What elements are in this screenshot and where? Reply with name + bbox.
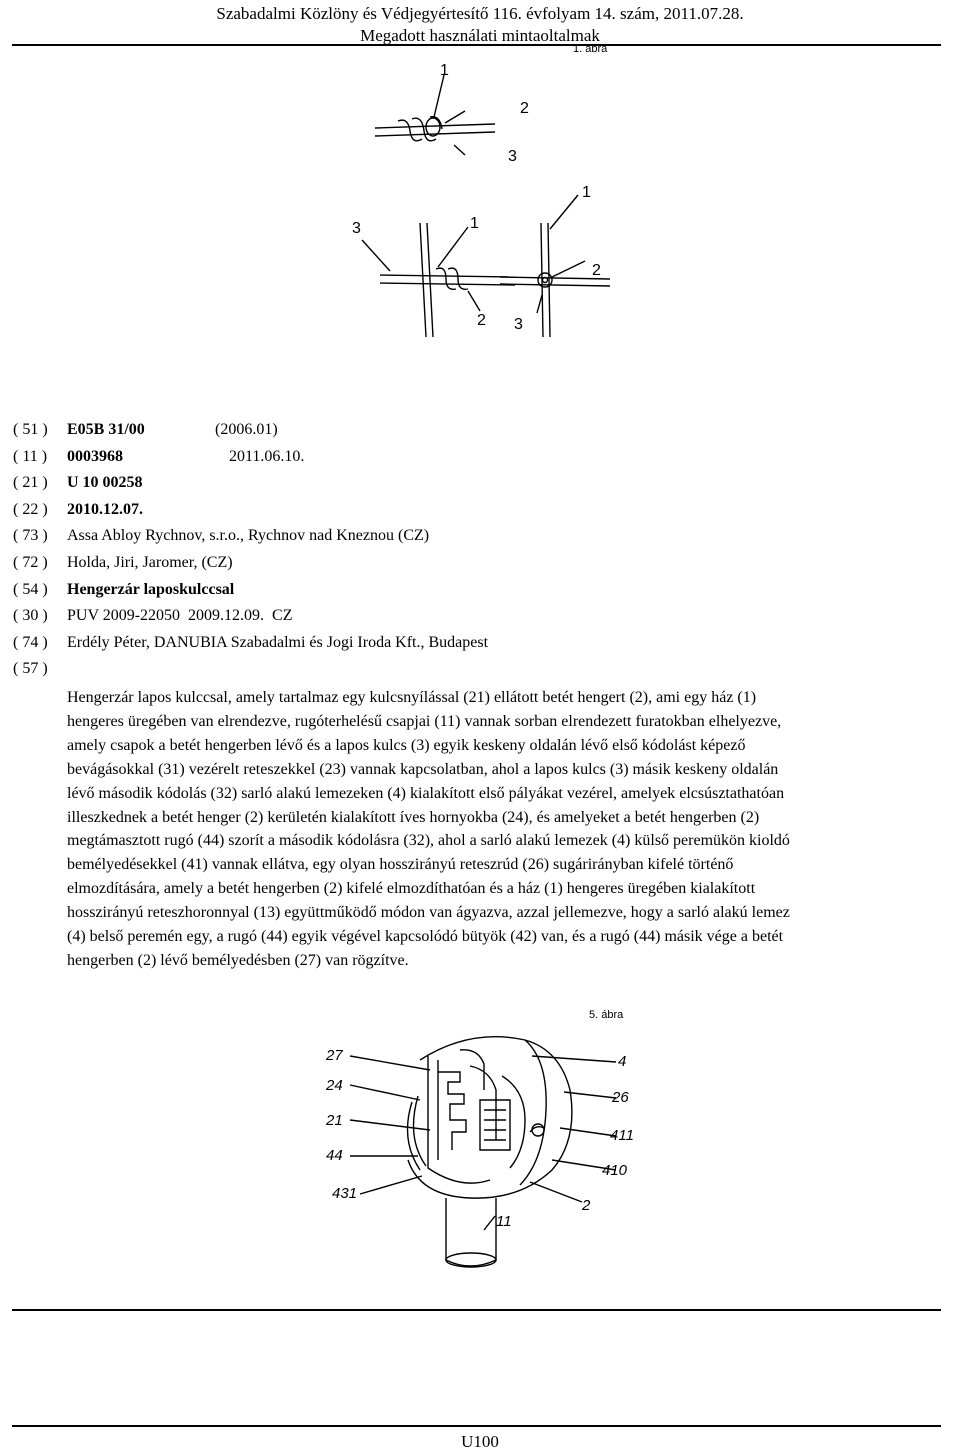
- biblio-row-57: [13, 656, 488, 683]
- fig5-label-27: 27: [326, 1047, 343, 1064]
- fig1-label-1a: 1: [440, 62, 449, 79]
- abstract-line: hosszirányú reteszhoronnyal (13) együttműködő módon van ágyazva, azzal jellemezve, hogy a sarló alakú lemez: [67, 904, 790, 922]
- fig5-label-24: 24: [326, 1077, 343, 1094]
- application-number: U 10 00258: [67, 474, 143, 492]
- fig5-label-44: 44: [326, 1147, 343, 1164]
- abstract-line: illeszkednek a betét henger (2) kerületén kialakított íves hornyokba (24), és amelyeket a betét hengerben (2): [67, 808, 760, 826]
- fig5-label-2: 2: [582, 1197, 591, 1214]
- abstract-line: (4) belső peremén egy, a rugó (44) egyik végével kapcsolódó bütyök (42) van, és a rugó (44) másik vége a betét: [67, 928, 784, 946]
- inventor: Holda, Jiri, Jaromer, (CZ): [67, 553, 233, 571]
- fig1-label-2a: 2: [520, 100, 529, 117]
- title: Hengerzár laposkulccsal: [67, 580, 235, 598]
- figure-5-caption: 5. ábra: [589, 1009, 624, 1021]
- biblio-row-73: [13, 523, 488, 550]
- inid-code: ( 54 ): [13, 580, 48, 598]
- inid-code: ( 11 ): [13, 447, 48, 465]
- inid-code: ( 51 ): [13, 421, 48, 438]
- journal-header: Szabadalmi Közlöny és Védjegyértesítő 116. évfolyam 14. szám, 2011.07.28.: [216, 4, 744, 23]
- ipc-class: E05B 31/00: [67, 421, 145, 438]
- fig1-label-1b: 1: [470, 215, 479, 232]
- inid-code: ( 74 ): [13, 633, 48, 651]
- fig1-label-1c: 1: [582, 184, 591, 201]
- abstract-line: lévő második kódolás (32) sarló alakú lemezeken (4) kialakított első pályákat vezérel, amelyek elcsúsztathatóan: [67, 784, 785, 802]
- fig1-label-3a: 3: [508, 148, 517, 165]
- abstract-line: bevágásokkal (31) vezérelt reteszekkel (23) vannak kapcsolatban, ahol a lapos kulcs (3) másik keskeny oldalán: [67, 760, 779, 778]
- fig5-label-26: 26: [612, 1089, 629, 1106]
- abstract-line: megtámasztott rugó (44) szorít a második kódolásra (32), ahol a sarló alakú lemezek (4) külső peremükön kioldó: [67, 832, 790, 850]
- fig5-label-410: 410: [602, 1162, 628, 1179]
- biblio-row-72: [13, 550, 488, 577]
- biblio-row-21: [13, 470, 488, 497]
- abstract: [67, 686, 897, 973]
- page-number: U100: [461, 1432, 499, 1451]
- inid-code: ( 21 ): [13, 474, 48, 492]
- abstract-line: bemélyedésekkel (41) vannak ellátva, egy olyan hosszirányú reteszrúd (26) sugárirányban kifelé történő: [67, 856, 734, 874]
- footer-rule: [12, 1425, 941, 1427]
- biblio-row-74: [13, 630, 488, 657]
- abstract-line: hengeres üregében van elrendezve, rugóterhelésű csapjai (11) vannak sorban elrendezett furatokban elhelyezve,: [67, 712, 782, 730]
- fig1-label-2c: 2: [592, 262, 601, 279]
- inid-code: ( 73 ): [13, 527, 48, 545]
- fig5-label-411: 411: [610, 1127, 634, 1144]
- fig1-label-3b: 3: [352, 220, 361, 237]
- biblio-row-30: [13, 603, 488, 630]
- abstract-line: amely csapok a betét hengerben lévő és a lapos kulcs (3) egyik keskeny oldalán lévő első kódolást képező: [67, 736, 746, 754]
- filing-date: 2010.12.07.: [67, 500, 143, 518]
- inid-code: ( 30 ): [13, 607, 48, 625]
- priority: PUV 2009-22050 2009.12.09. CZ: [67, 607, 293, 625]
- inid-code: ( 22 ): [13, 500, 48, 518]
- ipc-version: (2006.01): [215, 421, 278, 438]
- section-divider: [12, 1309, 941, 1311]
- biblio-row-11: [13, 444, 488, 471]
- fig1-label-2b: 2: [477, 312, 486, 329]
- owner: Assa Abloy Rychnov, s.r.o., Rychnov nad Kneznou (CZ): [67, 527, 430, 545]
- header-rule: [12, 44, 941, 46]
- fig5-label-4: 4: [618, 1053, 627, 1070]
- inid-code: ( 57 ): [13, 660, 48, 678]
- abstract-line: elmozdítására, amely a betét hengerben (2) kifelé elmozdíthatóan és a ház (1) hengeres üregében kialakított: [67, 880, 756, 898]
- fig5-label-21: 21: [326, 1112, 343, 1129]
- fig1-label-3c: 3: [514, 316, 523, 333]
- biblio-row-51: [13, 417, 488, 444]
- inid-code: ( 72 ): [13, 553, 48, 571]
- biblio-row-54: [13, 577, 488, 604]
- publication-number: 0003968: [67, 447, 123, 465]
- figure-5-drawing: [320, 1020, 650, 1290]
- representative: Erdély Péter, DANUBIA Szabadalmi és Jogi Iroda Kft., Budapest: [67, 633, 489, 651]
- figure-1-caption: 1. ábra: [573, 43, 608, 55]
- fig5-label-431: 431: [332, 1185, 358, 1202]
- abstract-line: hengerben (2) lévő bemélyedésben (27) van rögzítve.: [67, 951, 409, 969]
- fig5-label-11: 11: [496, 1213, 512, 1230]
- figure-1-drawing: [330, 55, 650, 355]
- publication-date: 2011.06.10.: [229, 447, 305, 465]
- biblio-row-22: [13, 497, 488, 524]
- abstract-line: Hengerzár lapos kulccsal, amely tartalmaz egy kulcsnyílással (21) ellátott betét hengert (2), ami egy ház (1): [67, 689, 757, 706]
- section-title: Megadott használati mintaoltalmak: [360, 26, 600, 45]
- bibliographic-data: [13, 417, 488, 683]
